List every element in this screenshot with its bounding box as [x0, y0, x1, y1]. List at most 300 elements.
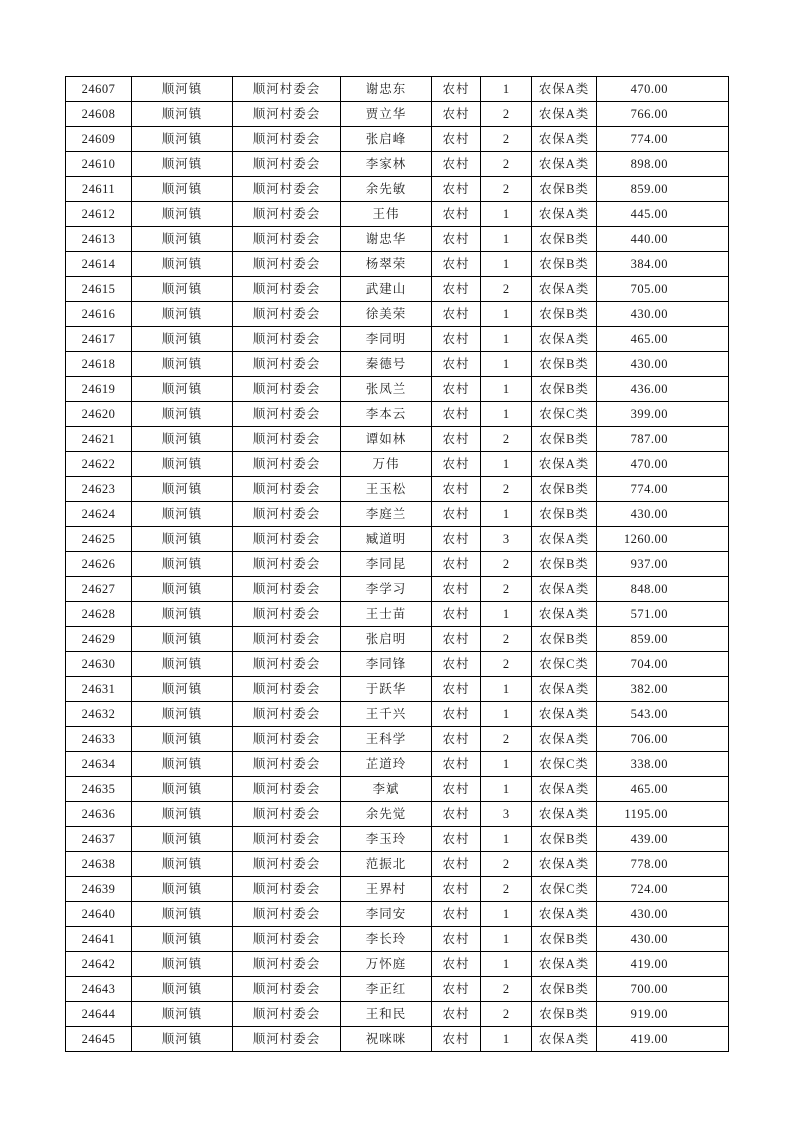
cell-amount: 859.00: [597, 177, 729, 202]
cell-town: 顺河镇: [132, 602, 233, 627]
cell-residence: 农村: [432, 177, 481, 202]
table-row: [66, 277, 729, 302]
cell-amount: 848.00: [597, 577, 729, 602]
cell-amount: 470.00: [597, 452, 729, 477]
cell-village: 顺河村委会: [233, 877, 341, 902]
cell-count: 1: [481, 452, 532, 477]
cell-name: 谭如林: [341, 427, 432, 452]
cell-name: 李同明: [341, 327, 432, 352]
cell-amount: 430.00: [597, 302, 729, 327]
cell-category: 农保A类: [532, 702, 597, 727]
cell-residence: 农村: [432, 477, 481, 502]
cell-category: 农保B类: [532, 427, 597, 452]
cell-amount: 382.00: [597, 677, 729, 702]
cell-town: 顺河镇: [132, 252, 233, 277]
cell-count: 2: [481, 852, 532, 877]
cell-id: 24643: [66, 977, 132, 1002]
cell-name: 万怀庭: [341, 952, 432, 977]
cell-town: 顺河镇: [132, 877, 233, 902]
cell-town: 顺河镇: [132, 477, 233, 502]
cell-town: 顺河镇: [132, 402, 233, 427]
table-row: [66, 252, 729, 277]
cell-count: 1: [481, 752, 532, 777]
table-row: [66, 752, 729, 777]
cell-category: 农保A类: [532, 727, 597, 752]
table-row: [66, 627, 729, 652]
cell-amount: 859.00: [597, 627, 729, 652]
cell-town: 顺河镇: [132, 377, 233, 402]
cell-amount: 470.00: [597, 77, 729, 102]
cell-residence: 农村: [432, 427, 481, 452]
cell-village: 顺河村委会: [233, 652, 341, 677]
cell-village: 顺河村委会: [233, 677, 341, 702]
cell-category: 农保C类: [532, 652, 597, 677]
cell-name: 李正红: [341, 977, 432, 1002]
cell-category: 农保B类: [532, 252, 597, 277]
cell-category: 农保A类: [532, 327, 597, 352]
cell-village: 顺河村委会: [233, 627, 341, 652]
cell-residence: 农村: [432, 277, 481, 302]
cell-amount: 439.00: [597, 827, 729, 852]
table-row: [66, 227, 729, 252]
table-body: [66, 77, 729, 1052]
cell-residence: 农村: [432, 952, 481, 977]
cell-name: 李斌: [341, 777, 432, 802]
cell-town: 顺河镇: [132, 277, 233, 302]
cell-residence: 农村: [432, 627, 481, 652]
cell-count: 2: [481, 652, 532, 677]
cell-amount: 706.00: [597, 727, 729, 752]
cell-residence: 农村: [432, 777, 481, 802]
cell-id: 24632: [66, 702, 132, 727]
cell-category: 农保B类: [532, 927, 597, 952]
cell-name: 余先敏: [341, 177, 432, 202]
cell-name: 王伟: [341, 202, 432, 227]
cell-town: 顺河镇: [132, 102, 233, 127]
cell-village: 顺河村委会: [233, 1002, 341, 1027]
cell-residence: 农村: [432, 202, 481, 227]
cell-name: 李同安: [341, 902, 432, 927]
cell-category: 农保B类: [532, 552, 597, 577]
cell-amount: 774.00: [597, 127, 729, 152]
cell-town: 顺河镇: [132, 327, 233, 352]
cell-category: 农保B类: [532, 627, 597, 652]
cell-category: 农保A类: [532, 1027, 597, 1052]
cell-town: 顺河镇: [132, 427, 233, 452]
cell-town: 顺河镇: [132, 927, 233, 952]
cell-amount: 571.00: [597, 602, 729, 627]
cell-count: 2: [481, 177, 532, 202]
cell-amount: 1195.00: [597, 802, 729, 827]
cell-residence: 农村: [432, 527, 481, 552]
cell-id: 24645: [66, 1027, 132, 1052]
cell-village: 顺河村委会: [233, 102, 341, 127]
table-row: [66, 827, 729, 852]
cell-count: 2: [481, 102, 532, 127]
table-row: [66, 102, 729, 127]
cell-village: 顺河村委会: [233, 977, 341, 1002]
table-row: [66, 652, 729, 677]
cell-count: 1: [481, 952, 532, 977]
cell-name: 秦德号: [341, 352, 432, 377]
table-row: [66, 927, 729, 952]
cell-category: 农保B类: [532, 377, 597, 402]
cell-category: 农保A类: [532, 152, 597, 177]
cell-category: 农保A类: [532, 577, 597, 602]
cell-id: 24640: [66, 902, 132, 927]
cell-amount: 778.00: [597, 852, 729, 877]
cell-amount: 724.00: [597, 877, 729, 902]
cell-count: 1: [481, 202, 532, 227]
cell-category: 农保A类: [532, 952, 597, 977]
cell-village: 顺河村委会: [233, 327, 341, 352]
cell-count: 2: [481, 277, 532, 302]
cell-residence: 农村: [432, 352, 481, 377]
cell-category: 农保A类: [532, 127, 597, 152]
cell-village: 顺河村委会: [233, 1027, 341, 1052]
cell-village: 顺河村委会: [233, 277, 341, 302]
cell-name: 张启峰: [341, 127, 432, 152]
cell-village: 顺河村委会: [233, 852, 341, 877]
cell-amount: 338.00: [597, 752, 729, 777]
cell-village: 顺河村委会: [233, 527, 341, 552]
cell-town: 顺河镇: [132, 702, 233, 727]
cell-id: 24627: [66, 577, 132, 602]
cell-town: 顺河镇: [132, 352, 233, 377]
cell-category: 农保A类: [532, 277, 597, 302]
cell-name: 李庭兰: [341, 502, 432, 527]
table-row: [66, 477, 729, 502]
cell-id: 24607: [66, 77, 132, 102]
cell-town: 顺河镇: [132, 227, 233, 252]
cell-name: 张启明: [341, 627, 432, 652]
cell-town: 顺河镇: [132, 452, 233, 477]
cell-count: 2: [481, 1002, 532, 1027]
cell-town: 顺河镇: [132, 577, 233, 602]
cell-category: 农保A类: [532, 77, 597, 102]
cell-count: 1: [481, 502, 532, 527]
cell-amount: 766.00: [597, 102, 729, 127]
cell-village: 顺河村委会: [233, 252, 341, 277]
table-row: [66, 327, 729, 352]
cell-residence: 农村: [432, 1027, 481, 1052]
cell-category: 农保B类: [532, 977, 597, 1002]
cell-town: 顺河镇: [132, 77, 233, 102]
cell-id: 24629: [66, 627, 132, 652]
cell-id: 24635: [66, 777, 132, 802]
table-row: [66, 802, 729, 827]
cell-name: 王界村: [341, 877, 432, 902]
cell-town: 顺河镇: [132, 952, 233, 977]
cell-village: 顺河村委会: [233, 777, 341, 802]
cell-count: 2: [481, 877, 532, 902]
table-row: [66, 727, 729, 752]
cell-residence: 农村: [432, 902, 481, 927]
cell-town: 顺河镇: [132, 502, 233, 527]
cell-category: 农保B类: [532, 302, 597, 327]
cell-name: 武建山: [341, 277, 432, 302]
cell-village: 顺河村委会: [233, 227, 341, 252]
table-row: [66, 452, 729, 477]
cell-amount: 465.00: [597, 777, 729, 802]
table-row: [66, 902, 729, 927]
cell-residence: 农村: [432, 752, 481, 777]
cell-count: 2: [481, 152, 532, 177]
cell-category: 农保A类: [532, 452, 597, 477]
cell-count: 2: [481, 627, 532, 652]
cell-amount: 430.00: [597, 352, 729, 377]
table-row: [66, 502, 729, 527]
table-row: [66, 352, 729, 377]
cell-id: 24636: [66, 802, 132, 827]
cell-name: 王和民: [341, 1002, 432, 1027]
cell-town: 顺河镇: [132, 777, 233, 802]
cell-village: 顺河村委会: [233, 952, 341, 977]
cell-count: 1: [481, 327, 532, 352]
cell-amount: 705.00: [597, 277, 729, 302]
cell-residence: 农村: [432, 552, 481, 577]
cell-count: 2: [481, 727, 532, 752]
cell-amount: 465.00: [597, 327, 729, 352]
table-row: [66, 177, 729, 202]
cell-name: 王玉松: [341, 477, 432, 502]
cell-count: 1: [481, 827, 532, 852]
cell-village: 顺河村委会: [233, 127, 341, 152]
cell-town: 顺河镇: [132, 677, 233, 702]
cell-category: 农保B类: [532, 1002, 597, 1027]
cell-town: 顺河镇: [132, 552, 233, 577]
cell-id: 24642: [66, 952, 132, 977]
cell-village: 顺河村委会: [233, 377, 341, 402]
table-row: [66, 302, 729, 327]
cell-id: 24616: [66, 302, 132, 327]
cell-name: 李同锋: [341, 652, 432, 677]
cell-category: 农保B类: [532, 477, 597, 502]
cell-category: 农保C类: [532, 752, 597, 777]
cell-amount: 937.00: [597, 552, 729, 577]
cell-id: 24618: [66, 352, 132, 377]
cell-residence: 农村: [432, 402, 481, 427]
cell-residence: 农村: [432, 852, 481, 877]
table-row: [66, 377, 729, 402]
cell-id: 24630: [66, 652, 132, 677]
table-row: [66, 527, 729, 552]
cell-name: 张凤兰: [341, 377, 432, 402]
cell-name: 谢忠东: [341, 77, 432, 102]
cell-town: 顺河镇: [132, 827, 233, 852]
cell-id: 24611: [66, 177, 132, 202]
cell-town: 顺河镇: [132, 902, 233, 927]
cell-count: 2: [481, 552, 532, 577]
cell-town: 顺河镇: [132, 652, 233, 677]
table-row: [66, 577, 729, 602]
cell-residence: 农村: [432, 227, 481, 252]
table-row: [66, 77, 729, 102]
cell-id: 24624: [66, 502, 132, 527]
cell-id: 24628: [66, 602, 132, 627]
table-row: [66, 402, 729, 427]
cell-category: 农保B类: [532, 827, 597, 852]
cell-count: 1: [481, 377, 532, 402]
cell-residence: 农村: [432, 377, 481, 402]
cell-count: 1: [481, 352, 532, 377]
cell-village: 顺河村委会: [233, 727, 341, 752]
cell-name: 芷道玲: [341, 752, 432, 777]
cell-amount: 1260.00: [597, 527, 729, 552]
cell-id: 24622: [66, 452, 132, 477]
cell-amount: 436.00: [597, 377, 729, 402]
cell-count: 1: [481, 227, 532, 252]
cell-name: 贾立华: [341, 102, 432, 127]
cell-amount: 445.00: [597, 202, 729, 227]
cell-id: 24631: [66, 677, 132, 702]
cell-name: 李家林: [341, 152, 432, 177]
cell-residence: 农村: [432, 827, 481, 852]
cell-residence: 农村: [432, 127, 481, 152]
cell-village: 顺河村委会: [233, 577, 341, 602]
cell-residence: 农村: [432, 702, 481, 727]
cell-town: 顺河镇: [132, 177, 233, 202]
cell-id: 24633: [66, 727, 132, 752]
table-row: [66, 877, 729, 902]
table-row: [66, 952, 729, 977]
cell-id: 24610: [66, 152, 132, 177]
cell-village: 顺河村委会: [233, 552, 341, 577]
cell-village: 顺河村委会: [233, 202, 341, 227]
cell-name: 臧道明: [341, 527, 432, 552]
cell-count: 1: [481, 302, 532, 327]
cell-village: 顺河村委会: [233, 602, 341, 627]
cell-village: 顺河村委会: [233, 452, 341, 477]
cell-name: 李同昆: [341, 552, 432, 577]
cell-town: 顺河镇: [132, 727, 233, 752]
cell-id: 24609: [66, 127, 132, 152]
cell-village: 顺河村委会: [233, 702, 341, 727]
cell-residence: 农村: [432, 802, 481, 827]
table-row: [66, 427, 729, 452]
cell-amount: 384.00: [597, 252, 729, 277]
cell-amount: 774.00: [597, 477, 729, 502]
cell-id: 24644: [66, 1002, 132, 1027]
table-row: [66, 152, 729, 177]
cell-residence: 农村: [432, 452, 481, 477]
cell-amount: 419.00: [597, 1027, 729, 1052]
cell-name: 祝咪咪: [341, 1027, 432, 1052]
cell-name: 李学习: [341, 577, 432, 602]
cell-id: 24608: [66, 102, 132, 127]
cell-count: 1: [481, 1027, 532, 1052]
cell-category: 农保A类: [532, 102, 597, 127]
cell-village: 顺河村委会: [233, 477, 341, 502]
cell-village: 顺河村委会: [233, 927, 341, 952]
cell-amount: 704.00: [597, 652, 729, 677]
cell-town: 顺河镇: [132, 752, 233, 777]
cell-id: 24612: [66, 202, 132, 227]
cell-town: 顺河镇: [132, 527, 233, 552]
table-row: [66, 702, 729, 727]
cell-category: 农保B类: [532, 352, 597, 377]
cell-town: 顺河镇: [132, 802, 233, 827]
table-row: [66, 977, 729, 1002]
cell-residence: 农村: [432, 1002, 481, 1027]
cell-amount: 787.00: [597, 427, 729, 452]
cell-name: 王科学: [341, 727, 432, 752]
cell-count: 3: [481, 527, 532, 552]
cell-residence: 农村: [432, 302, 481, 327]
cell-category: 农保A类: [532, 802, 597, 827]
cell-town: 顺河镇: [132, 977, 233, 1002]
cell-id: 24621: [66, 427, 132, 452]
cell-category: 农保A类: [532, 202, 597, 227]
cell-name: 王千兴: [341, 702, 432, 727]
table-row: [66, 777, 729, 802]
cell-amount: 430.00: [597, 902, 729, 927]
cell-village: 顺河村委会: [233, 427, 341, 452]
cell-amount: 440.00: [597, 227, 729, 252]
cell-count: 1: [481, 252, 532, 277]
cell-name: 王士苗: [341, 602, 432, 627]
table-row: [66, 127, 729, 152]
cell-town: 顺河镇: [132, 302, 233, 327]
cell-residence: 农村: [432, 502, 481, 527]
cell-count: 3: [481, 802, 532, 827]
cell-count: 2: [481, 977, 532, 1002]
cell-name: 谢忠华: [341, 227, 432, 252]
cell-count: 1: [481, 402, 532, 427]
cell-count: 2: [481, 477, 532, 502]
table-row: [66, 1002, 729, 1027]
cell-count: 1: [481, 927, 532, 952]
cell-village: 顺河村委会: [233, 152, 341, 177]
cell-town: 顺河镇: [132, 152, 233, 177]
cell-amount: 919.00: [597, 1002, 729, 1027]
cell-residence: 农村: [432, 152, 481, 177]
table-row: [66, 852, 729, 877]
payment-table: [65, 76, 729, 1052]
cell-residence: 农村: [432, 327, 481, 352]
cell-category: 农保A类: [532, 852, 597, 877]
cell-name: 徐美荣: [341, 302, 432, 327]
cell-amount: 430.00: [597, 927, 729, 952]
cell-category: 农保A类: [532, 902, 597, 927]
cell-count: 2: [481, 577, 532, 602]
cell-count: 1: [481, 77, 532, 102]
cell-category: 农保A类: [532, 602, 597, 627]
cell-residence: 农村: [432, 727, 481, 752]
cell-id: 24619: [66, 377, 132, 402]
cell-village: 顺河村委会: [233, 827, 341, 852]
cell-count: 1: [481, 677, 532, 702]
cell-village: 顺河村委会: [233, 402, 341, 427]
cell-village: 顺河村委会: [233, 902, 341, 927]
cell-name: 李长玲: [341, 927, 432, 952]
cell-town: 顺河镇: [132, 1027, 233, 1052]
cell-category: 农保C类: [532, 877, 597, 902]
cell-count: 2: [481, 427, 532, 452]
cell-name: 李玉玲: [341, 827, 432, 852]
table-row: [66, 1027, 729, 1052]
cell-name: 范振北: [341, 852, 432, 877]
cell-residence: 农村: [432, 252, 481, 277]
cell-town: 顺河镇: [132, 127, 233, 152]
cell-town: 顺河镇: [132, 1002, 233, 1027]
cell-category: 农保B类: [532, 227, 597, 252]
cell-town: 顺河镇: [132, 852, 233, 877]
cell-id: 24613: [66, 227, 132, 252]
cell-id: 24617: [66, 327, 132, 352]
cell-name: 余先觉: [341, 802, 432, 827]
cell-residence: 农村: [432, 977, 481, 1002]
